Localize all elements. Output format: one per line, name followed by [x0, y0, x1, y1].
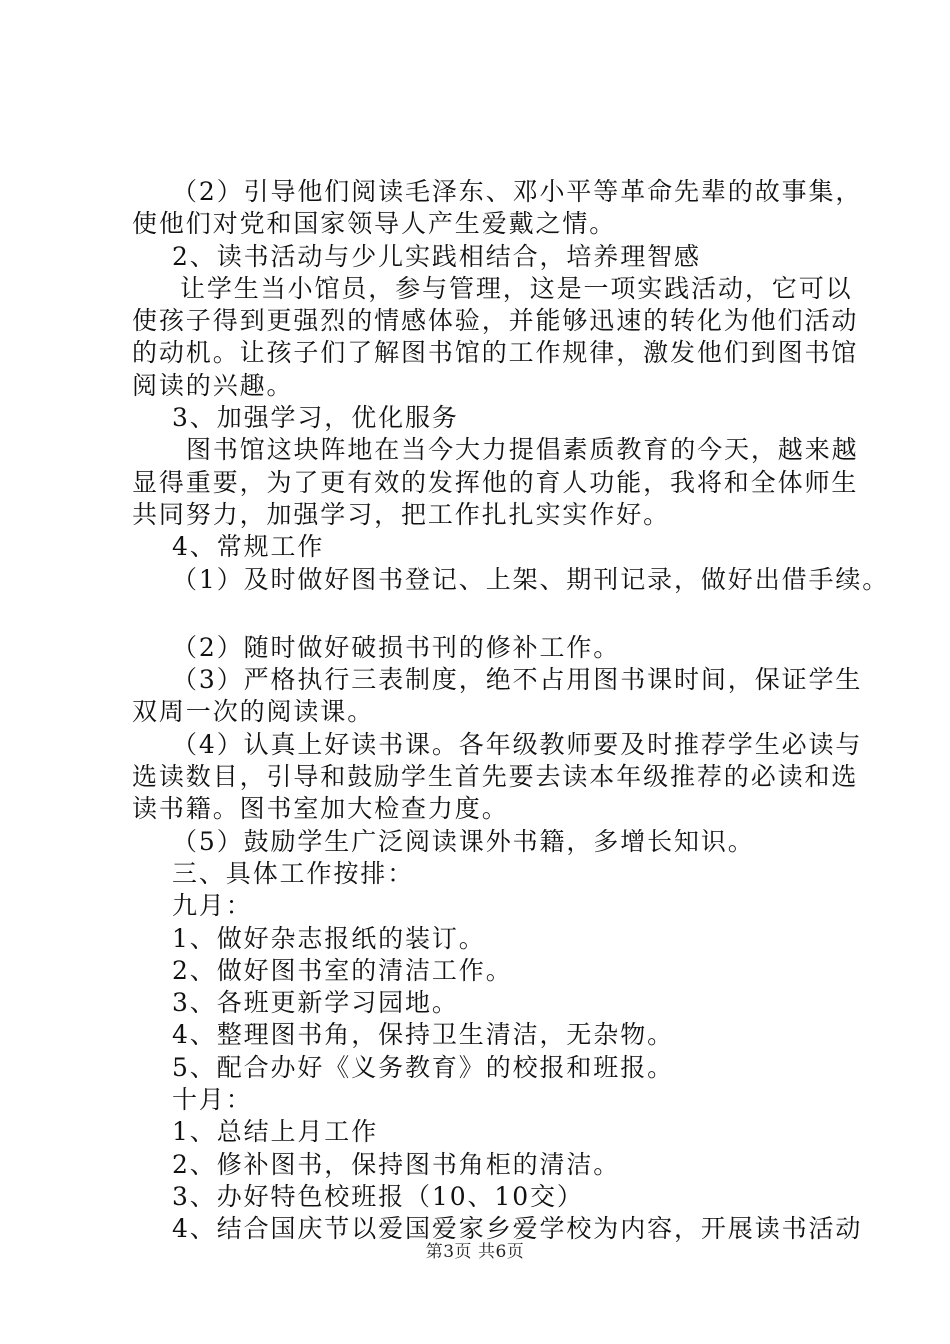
paragraph-line: 共同努力，加强学习，把工作扎扎实实作好。: [132, 499, 671, 529]
section-heading: 3、加强学习，优化服务: [172, 403, 459, 433]
list-item: 1、总结上月工作: [172, 1117, 379, 1147]
list-item: 2、修补图书，保持图书角柜的清洁。: [172, 1149, 621, 1179]
page-number-footer: 第3页 共6页: [425, 1242, 525, 1262]
paragraph-gap: [132, 596, 852, 632]
paragraph-line: 使孩子得到更强烈的情感体验，并能够迅速的转化为他们活动: [132, 306, 859, 336]
paragraph-line: 图书馆这块阵地在当今大力提倡素质教育的今天，越来越: [186, 435, 859, 465]
section-heading: 4、常规工作: [172, 532, 325, 562]
paragraph-line: 双周一次的阅读课。: [132, 697, 375, 727]
list-item: 1、做好杂志报纸的装订。: [172, 923, 486, 953]
list-item: （4）认真上好读书课。各年级教师要及时推荐学生必读与: [172, 729, 863, 759]
paragraph-line: 读书籍。图书室加大检查力度。: [132, 794, 509, 824]
section-heading: 三、具体工作按排：: [172, 858, 415, 888]
list-item: 4、整理图书角，保持卫生清洁，无杂物。: [172, 1020, 675, 1050]
paragraph-line: 显得重要，为了更有效的发挥他的育人功能，我将和全体师生: [132, 467, 859, 497]
paragraph-line: 选读数目，引导和鼓励学生首先要去读本年级推荐的必读和选: [132, 762, 859, 792]
paragraph-line: 使他们对党和国家领导人产生爱戴之情。: [132, 209, 617, 239]
month-heading: 九月：: [172, 891, 253, 921]
section-heading: 2、读书活动与少儿实践相结合，培养理智感: [172, 241, 701, 271]
list-item: （1）及时做好图书登记、上架、期刊记录，做好出借手续。: [172, 564, 890, 594]
list-item: 5、配合办好《义务教育》的校报和班报。: [172, 1052, 675, 1082]
paragraph-line: （2）引导他们阅读毛泽东、邓小平等革命先辈的故事集，: [172, 177, 863, 206]
list-item: （2）随时做好破损书刊的修补工作。: [172, 632, 621, 662]
list-item: 2、做好图书室的清洁工作。: [172, 955, 513, 985]
paragraph-line: 阅读的兴趣。: [132, 370, 294, 400]
list-item: 3、办好特色校班报（10、10交）: [172, 1181, 584, 1211]
list-item: 3、各班更新学习园地。: [172, 988, 459, 1018]
list-item: （5）鼓励学生广泛阅读课外书籍，多增长知识。: [172, 826, 755, 856]
paragraph-line: 的动机。让孩子们了解图书馆的工作规律，激发他们到图书馆: [132, 338, 859, 368]
paragraph-line: 让学生当小馆员，参与管理，这是一项实践活动，它可以: [180, 273, 853, 303]
document-body: [132, 176, 890, 1246]
list-item: （3）严格执行三表制度，绝不占用图书课时间，保证学生: [172, 665, 863, 695]
list-item: 4、结合国庆节以爱国爱家乡爱学校为内容，开展读书活动: [172, 1214, 863, 1244]
month-heading: 十月：: [172, 1085, 253, 1115]
